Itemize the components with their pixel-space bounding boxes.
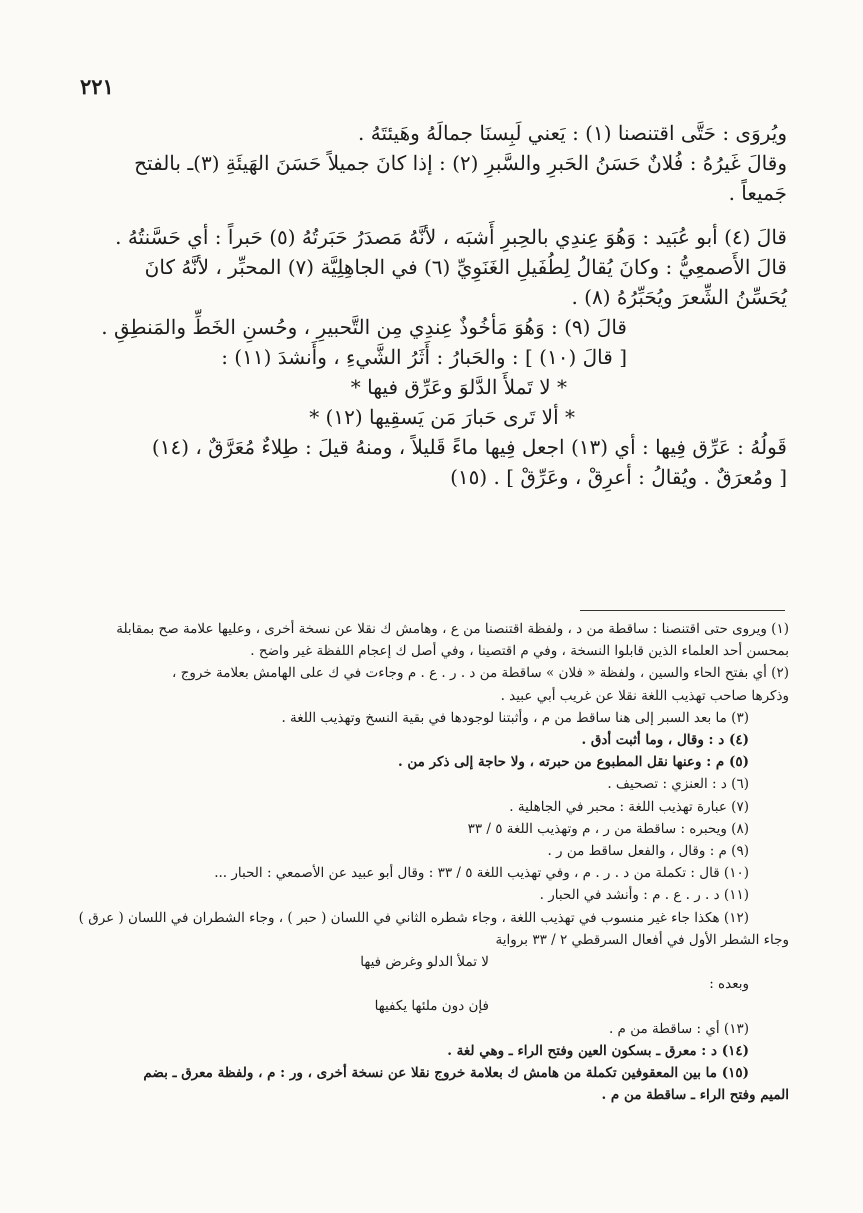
text-line: وقالَ غَيرُهُ : فُلانٌ حَسَنُ الحَبرِ والسَّبرِ (٢) : إذا كانَ جميلاً حَسَنَ الهَيئَةِ (٣)ـ بالفتح: [134, 151, 787, 175]
footnote: (١٠) قال : تكملة من د . ر . م ، وفي تهذيب اللغة ٥ / ٣٣ : وقال أبو عبيد عن الأصمعي : الحبار ...: [214, 865, 749, 882]
footnote: (١) ويروى حتى اقتنصنا : ساقطة من د ، ولفظة اقتنصنا من ع ، وهامش ك نقلا عن نسخة أخرى ، وعليها علامة صح بمقابلة: [116, 621, 789, 637]
footnote: (٥) م : وعنها نقل المطبوع من حبرته ، ولا حاجة إلى ذكر من .: [397, 754, 749, 771]
footnote: (١٥) ما بين المعقوفين تكملة من هامش ك بعلامة خروج نقلا عن نسخة أخرى ، ور : م ، ولفظة معرق ـ بضم: [143, 1065, 749, 1082]
footnote: بمحسن أحد العلماء الذين قابلوا النسخة ، وفي م اقتصينا ، وفي أصل ك إعجام اللفظة غير واضح .: [250, 643, 789, 660]
text-line: [ ومُعرَقٌ . ويُقالُ : أعرِقْ ، وعَرِّقْ ] . (١٥): [450, 465, 787, 489]
footnote: (١٤) د : معرق ـ بسكون العين وفتح الراء ـ وهي لغة .: [447, 1042, 749, 1059]
footnote: وجاء الشطر الأول في أفعال السرقطي ٢ / ٣٣ برواية: [495, 931, 789, 948]
main-text: [84, 118, 787, 492]
page-number: ٢٢١: [80, 74, 114, 99]
footnote: (٤) د : وقال ، وما أثبت أدق .: [581, 732, 749, 749]
footnote: (٢) أي بفتح الحاء والسين ، ولفظة « فلان » ساقطة من د . ر . ع . م وجاءت في ك على الهامش بعلامة خروج ،: [172, 665, 789, 682]
footnotes: [78, 618, 789, 1106]
footnote: (٦) د : العنزي : تصحيف .: [607, 776, 749, 793]
verse-quote: فإن دون ملئها يكفيها: [374, 998, 489, 1015]
footnote: (٣) ما بعد السبر إلى هنا ساقط من م ، وأثبتنا لوجودها في بقية النسخ وتهذيب اللغة .: [281, 709, 749, 726]
footnote-divider: [580, 610, 785, 611]
text-line: قَولُهُ : عَرِّق فِيها : أي (١٣) اجعل فِيها ماءً قَليلاً ، ومنهُ قيلَ : طِلاءٌ مُعَرَّقٌ ، (١٤): [151, 435, 787, 459]
text-line: جَميعاً .: [728, 181, 787, 205]
footnote: (١٣) أي : ساقطة من م .: [608, 1020, 749, 1037]
text-line: قالَ (٤) أبو عُبَيد : وَهُوَ عِندِي بالحِبرِ أَشبَه ، لأنَّهُ مَصدَرُ حَبَرتُهُ (٥) حَبراً : أي حَسَّنتُهُ .: [115, 225, 787, 249]
text-line: [ قالَ (١٠) ] : والحَبارُ : أَثَرُ الشَّيءِ ، وأَنشدَ (١١) :: [221, 345, 627, 369]
footnote: (١١) د . ر . ع . م : وأنشد في الحبار .: [539, 887, 749, 904]
footnote: وبعده :: [709, 976, 749, 993]
verse-line: * لا تَملأَ الدَّلوَ وعَرِّق فيها *: [350, 375, 567, 399]
footnote: وذكرها صاحب تهذيب اللغة نقلا عن غريب أبي عبيد .: [500, 687, 789, 704]
verse-quote: لا تملأ الدلو وغرض فيها: [360, 954, 489, 971]
text-line: قالَ الأَصمعِيُّ : وكانَ يُقالُ لِطُفَيلِ الغَنَوِيِّ (٦) في الجاهِلِيَّة (٧) المحبِّر ، لأنَّهُ كانَ: [144, 255, 787, 279]
footnote: الميم وفتح الراء ـ ساقطة من م .: [601, 1087, 789, 1104]
text-line: يُحَسِّنُ الشِّعرَ ويُحَبِّرُهُ (٨) .: [571, 285, 787, 309]
footnote: (٨) ويحبره : ساقطة من ر ، م وتهذيب اللغة ٥ / ٣٣: [467, 820, 749, 837]
footnote: (٧) عبارة تهذيب اللغة : محبر في الجاهلية .: [509, 798, 749, 815]
footnote: (١٢) هكذا جاء غير منسوب في تهذيب اللغة ، وجاء شطره الثاني في اللسان ( حبر ) ، وجاء الشطران في اللسان ( عرق ): [78, 909, 749, 926]
footnote: (٩) م : وقال ، والفعل ساقط من ر .: [547, 843, 749, 860]
text-line: ويُروَى : حَتَّى اقتنصنا (١) : يَعني لَبِسنَا جمالَهُ وهَيئتَهُ .: [358, 121, 787, 145]
text-line: قالَ (٩) : وَهُوَ مَأخُوذٌ عِندِي مِن التَّحبيرِ ، وحُسنِ الخَطِّ والمَنطِقِ .: [101, 315, 627, 339]
verse-line: * ألا تَرى حَبارَ مَن يَسقِيها (١٢) *: [309, 405, 575, 429]
